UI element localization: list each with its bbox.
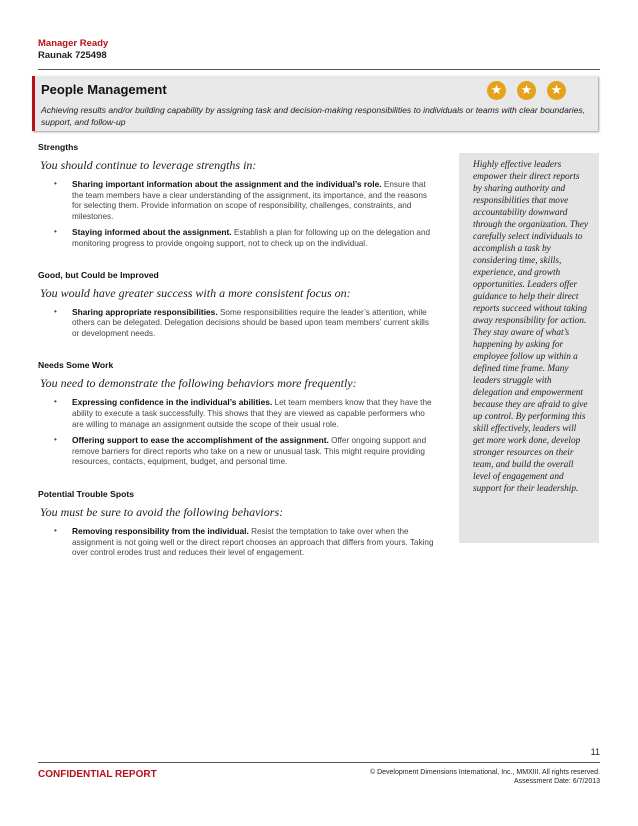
item-text: Resist the temptation to take over when the assignment is not going well or the direct report chooses an approach that differs from yours. Taking over control erodes trust and reduces their level of engagement. bbox=[72, 526, 434, 558]
category-lead: You need to demonstrate the following behaviors more frequently: bbox=[40, 376, 357, 391]
feedback-content bbox=[38, 142, 438, 564]
item-title: Expressing confidence in the individual’s abilities. bbox=[72, 397, 273, 408]
star-icon: ★ bbox=[517, 81, 536, 100]
footer-divider bbox=[38, 762, 600, 763]
category-trouble-spots bbox=[38, 489, 438, 559]
assessment-date: Assessment Date: 6/7/2013 bbox=[514, 778, 600, 785]
item-text: Let team members know that they have the ability to execute a task successfully. This shows that they are viewed as capable performers who are willing to manage an assignment outside the scope of their usual role. bbox=[72, 398, 432, 429]
item-text: Establish a plan for following up on the delegation and monitoring progress to provide ongoing support, not to check up on the individual. bbox=[72, 228, 431, 248]
category-improve bbox=[38, 270, 438, 340]
item-title: Removing responsibility from the individual. bbox=[72, 525, 249, 536]
category-needs-work bbox=[38, 360, 438, 468]
category-heading: Good, but Could be Improved bbox=[38, 269, 159, 280]
copyright-text: © Development Dimensions International, Inc., MMXIII. All rights reserved. bbox=[369, 769, 600, 776]
confidential-label: CONFIDENTIAL REPORT bbox=[38, 769, 157, 780]
star-icon: ★ bbox=[487, 81, 506, 100]
page-number: 11 bbox=[590, 747, 600, 757]
list-item bbox=[38, 526, 438, 559]
report-title: Manager Ready bbox=[38, 38, 109, 49]
category-strengths bbox=[38, 142, 438, 250]
item-title: Sharing important information about the assignment and the individual’s role. bbox=[72, 179, 382, 189]
category-heading: Potential Trouble Spots bbox=[38, 488, 134, 499]
category-lead: You must be sure to avoid the following behaviors: bbox=[40, 504, 284, 519]
item-title: Offering support to ease the accomplishment of the assignment. bbox=[72, 435, 329, 446]
report-header bbox=[38, 38, 108, 62]
item-text: Ensure that the team members have a clear understanding of the assignment, its importance, and the reasons for selecting them. Provide information on scope of responsibility, challenges, constraints, and milestones. bbox=[72, 180, 427, 221]
category-heading: Strengths bbox=[38, 142, 79, 152]
category-heading: Needs Some Work bbox=[38, 360, 114, 371]
item-title: Sharing appropriate responsibilities. bbox=[72, 306, 218, 317]
list-item bbox=[38, 179, 438, 222]
star-icon: ★ bbox=[547, 81, 566, 100]
item-title: Staying informed about the assignment. bbox=[72, 227, 232, 238]
competency-description: Achieving results and/or building capability by assigning task and decision-making responsibilities to individuals or teams with clear boundaries, support, and follow-up bbox=[41, 105, 586, 127]
participant-name: Raunak 725498 bbox=[38, 50, 107, 61]
list-item bbox=[38, 227, 438, 249]
list-item bbox=[38, 435, 438, 468]
copyright-notice bbox=[370, 768, 600, 786]
rating-stars bbox=[487, 81, 566, 100]
item-text: Some responsibilities require the leader’s attention, while others can be delegated. Delegation decisions should be based upon team members’ current skills or development needs. bbox=[72, 307, 429, 338]
list-item bbox=[38, 307, 438, 340]
competency-banner bbox=[32, 76, 598, 131]
category-lead: You should continue to leverage strengths in: bbox=[40, 158, 257, 172]
insight-sidebar: Highly effective leaders empower their direct reports by sharing authority and responsibilities that move accountability downward through the organization. They carefully select individuals to accomplish a task by considering time, skills, experience, and growth opportunities. Leaders offer guidance to help their direct reports succeed without taking away responsibility for action. They stay aware of what’s happening by asking for employee follow up within a defined time frame. Many leaders struggle with delegation and empowerment because they are afraid to give up control. By performing this skill effectively, leaders will get more work done, develop stronger resources on their team, and build the overall level of engagement and support for their leadership. bbox=[459, 153, 599, 543]
header-divider bbox=[38, 69, 600, 70]
item-text: Offer ongoing support and remove barriers for direct reports who take on a new or unusual task. This might require providing resources, contacts, equipment, budget, and personal time. bbox=[72, 436, 427, 467]
list-item bbox=[38, 397, 438, 430]
category-lead: You would have greater success with a more consistent focus on: bbox=[40, 285, 351, 300]
competency-title: People Management bbox=[41, 82, 167, 97]
